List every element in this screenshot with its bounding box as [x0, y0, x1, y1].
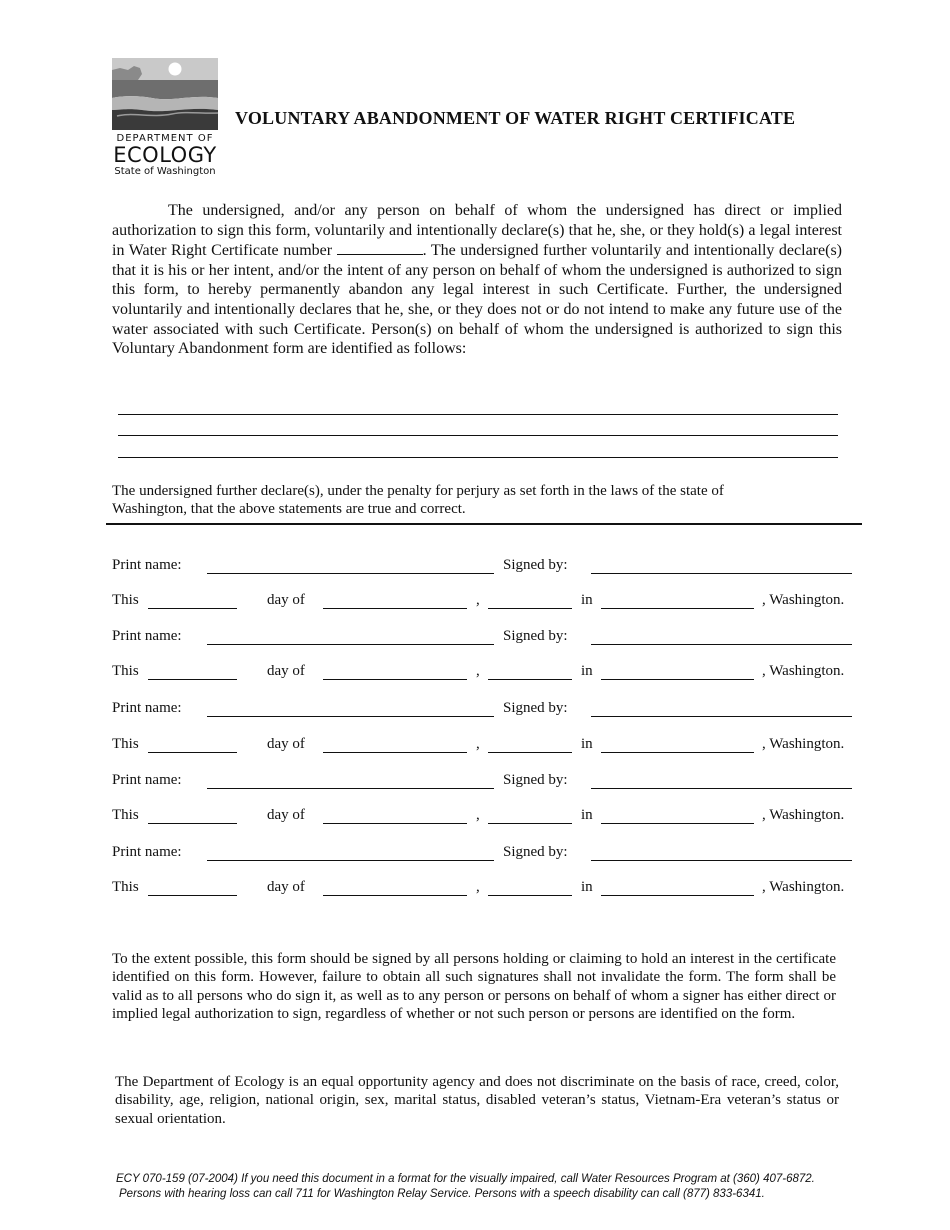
date-place-row [0, 736, 950, 758]
print-name-field[interactable] [207, 573, 494, 574]
location-field[interactable] [601, 895, 754, 896]
year-field[interactable] [488, 823, 572, 824]
washington-label: , Washington. [762, 592, 845, 608]
washington-label: , Washington. [762, 807, 845, 823]
location-field[interactable] [601, 608, 754, 609]
day-of-label: day of [267, 736, 305, 752]
signed-by-field[interactable] [591, 716, 852, 717]
day-field[interactable] [148, 752, 237, 753]
signed-by-field[interactable] [591, 860, 852, 861]
form-footer [116, 1172, 876, 1201]
intro-text-part2: . The undersigned further voluntarily and intentionally declare(s) that it is his or her intent, and/or the intent of any person on behalf of whom the undersigned is authorized to sign this form, to hereby permanently abandon any legal interest in such Certificate. Further, the undersigned voluntarily and intentionally declares that he, she, or they does not or do not intend to make any future use of the water associated with such Certificate. Person(s) on behalf of whom the undersigned is authorized to sign this Voluntary Abandonment form are identified as follows: [112, 242, 842, 358]
date-place-row [0, 592, 950, 614]
intro-text-part1: The undersigned, and/or any person on behalf of whom the undersigned has direct or implied authorization to sign this form, voluntarily and intentionally declare(s) that he, she, or they hold(s) a legal interest in Water Right Certificate number [112, 202, 842, 260]
location-field[interactable] [601, 679, 754, 680]
equal-opportunity-statement: The Department of Ecology is an equal opportunity agency and does not discriminate on the basis of race, creed, color, disability, age, religion, national origin, sex, marital status, disabled veteran’s status, Vietnam-Era veteran’s status or sexual orientation. [115, 1074, 839, 1127]
comma-label: , [476, 879, 480, 895]
landscape-logo-icon [112, 58, 218, 130]
day-of-label: day of [267, 592, 305, 608]
logo-ecology-text: ECOLOGY [113, 143, 217, 167]
day-of-label: day of [267, 807, 305, 823]
month-field[interactable] [323, 752, 467, 753]
this-label: This [112, 807, 139, 823]
footer-line-2: Persons with hearing loss can call 711 for Washington Relay Service. Persons with a speech disability can call (877) 833-6341. [119, 1187, 765, 1200]
this-label: This [112, 879, 139, 895]
date-place-row [0, 807, 950, 829]
year-field[interactable] [488, 895, 572, 896]
location-field[interactable] [601, 823, 754, 824]
person-identification-line-2[interactable] [118, 435, 838, 436]
logo-state-text: State of Washington [114, 166, 216, 177]
in-label: in [581, 879, 593, 895]
in-label: in [581, 663, 593, 679]
in-label: in [581, 592, 593, 608]
print-name-row [0, 628, 950, 650]
print-name-field[interactable] [207, 788, 494, 789]
washington-label: , Washington. [762, 879, 845, 895]
comma-label: , [476, 807, 480, 823]
day-field[interactable] [148, 608, 237, 609]
print-name-field[interactable] [207, 860, 494, 861]
print-name-row [0, 844, 950, 866]
print-name-label: Print name: [112, 772, 182, 788]
this-label: This [112, 736, 139, 752]
signed-by-field[interactable] [591, 788, 852, 789]
in-label: in [581, 736, 593, 752]
date-place-row [0, 663, 950, 685]
print-name-label: Print name: [112, 844, 182, 860]
signed-by-label: Signed by: [503, 557, 568, 573]
signed-by-label: Signed by: [503, 844, 568, 860]
section-divider [106, 523, 862, 525]
signed-by-label: Signed by: [503, 772, 568, 788]
month-field[interactable] [323, 679, 467, 680]
ecology-logo [112, 58, 220, 177]
day-field[interactable] [148, 823, 237, 824]
print-name-field[interactable] [207, 716, 494, 717]
print-name-label: Print name: [112, 557, 182, 573]
day-field[interactable] [148, 679, 237, 680]
washington-label: , Washington. [762, 736, 845, 752]
print-name-row [0, 557, 950, 579]
in-label: in [581, 807, 593, 823]
comma-label: , [476, 736, 480, 752]
this-label: This [112, 592, 139, 608]
year-field[interactable] [488, 752, 572, 753]
print-name-row [0, 700, 950, 722]
day-of-label: day of [267, 879, 305, 895]
certificate-number-field[interactable] [337, 240, 423, 255]
print-name-row [0, 772, 950, 794]
month-field[interactable] [323, 895, 467, 896]
day-field[interactable] [148, 895, 237, 896]
signed-by-label: Signed by: [503, 628, 568, 644]
location-field[interactable] [601, 752, 754, 753]
year-field[interactable] [488, 608, 572, 609]
signed-by-field[interactable] [591, 573, 852, 574]
comma-label: , [476, 663, 480, 679]
day-of-label: day of [267, 663, 305, 679]
washington-label: , Washington. [762, 663, 845, 679]
perjury-statement: The undersigned further declare(s), under the penalty for perjury as set forth in the laws of the state of Washington, that the above statements are true and correct. [112, 483, 724, 517]
form-title: VOLUNTARY ABANDONMENT OF WATER RIGHT CERTIFICATE [235, 108, 796, 128]
signed-by-label: Signed by: [503, 700, 568, 716]
date-place-row [0, 879, 950, 901]
signature-guidance-paragraph: To the extent possible, this form should be signed by all persons holding or claiming to hold an interest in the certificate identified on this form. However, failure to obtain all such signatures shall not invalidate the form. The form shall be valid as to all persons who do sign it, as well as to any person or persons on behalf of whom a signer has either direct or implied legal authorization to sign, regardless of whether or not such person or persons are identified on the form. [112, 951, 836, 1022]
logo-department-text: DEPARTMENT OF [116, 133, 214, 144]
person-identification-line-1[interactable] [118, 414, 838, 415]
month-field[interactable] [323, 823, 467, 824]
this-label: This [112, 663, 139, 679]
print-name-label: Print name: [112, 628, 182, 644]
month-field[interactable] [323, 608, 467, 609]
intro-paragraph [112, 201, 842, 359]
footer-line-1: ECY 070-159 (07-2004) If you need this document in a format for the visually impaired, call Water Resources Program at (360) 407-6872. [116, 1173, 815, 1185]
signed-by-field[interactable] [591, 644, 852, 645]
year-field[interactable] [488, 679, 572, 680]
person-identification-line-3[interactable] [118, 457, 838, 458]
comma-label: , [476, 592, 480, 608]
print-name-label: Print name: [112, 700, 182, 716]
print-name-field[interactable] [207, 644, 494, 645]
